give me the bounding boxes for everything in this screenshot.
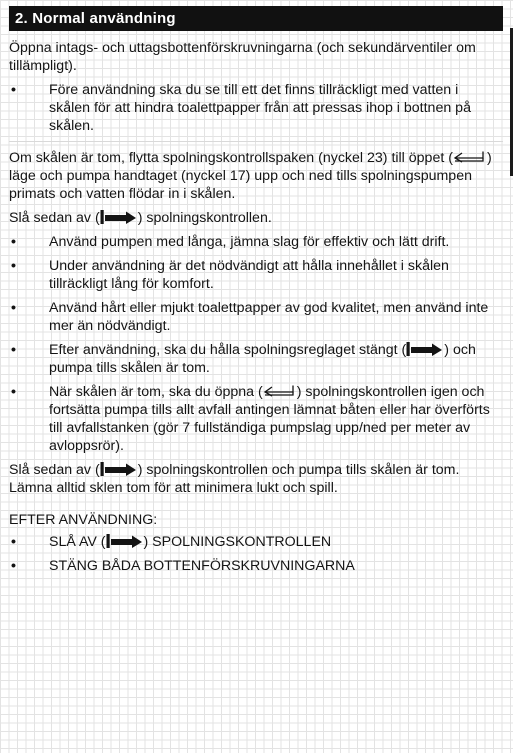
intro-paragraph: Öppna intags- och uttagsbottenförskruvningarna (och sekundärventiler om tillämpligt). xyxy=(9,40,476,74)
closed-lever-icon xyxy=(106,534,144,548)
switch-off-paragraph xyxy=(9,209,503,227)
text-run: När skålen är tom, ska du öppna ( xyxy=(49,384,263,400)
after-use-heading: EFTER ANVÄNDNING: xyxy=(9,512,158,528)
text-run: ) läge och pumpa handtaget (nyckel 17) upp och ned tills spolningspumpen primats och vatten flödar in i skålen. xyxy=(9,150,492,202)
list-item xyxy=(9,341,503,377)
open-lever-icon xyxy=(263,384,297,398)
list-item xyxy=(9,233,503,251)
closed-lever-icon xyxy=(100,210,138,224)
list-item xyxy=(9,257,503,293)
bullet-glyph: • xyxy=(11,558,16,574)
open-lever-icon xyxy=(453,150,487,164)
list-item xyxy=(9,299,503,335)
text-run: Efter användning, ska du hålla spolningsreglaget stängt ( xyxy=(49,342,407,358)
text-run: ) och pumpa tills skålen är tom. xyxy=(49,342,476,376)
text-run: Slå sedan av ( xyxy=(9,462,100,478)
closed-lever-icon xyxy=(406,342,444,356)
section-heading: 2. Normal användning xyxy=(9,6,503,31)
bullet-glyph: • xyxy=(11,300,16,316)
bullet-glyph: • xyxy=(11,384,16,400)
bullet-text xyxy=(49,383,503,455)
text-run: Slå sedan av ( xyxy=(9,210,100,226)
list-item xyxy=(9,557,503,575)
list-item xyxy=(9,533,503,551)
text-run: ) SPOLNINGSKONTROLLEN xyxy=(143,534,332,550)
divider xyxy=(9,141,503,142)
text-run: SLÅ AV ( xyxy=(49,534,106,550)
list-item xyxy=(9,383,503,455)
text-run: Om skålen är tom, flytta spolningskontrollspaken (nyckel 23) till öppet ( xyxy=(9,150,453,166)
bullet-text xyxy=(49,533,503,551)
list-item xyxy=(9,81,503,135)
bullet-glyph: • xyxy=(11,534,16,550)
bullet-text: STÄNG BÅDA BOTTENFÖRSKRUVNINGARNA xyxy=(49,558,355,574)
empty-bowl-paragraph xyxy=(9,461,503,497)
closed-lever-icon xyxy=(100,462,138,476)
bullet-text: Under användning är det nödvändigt att hålla innehållet i skålen tillräckligt lång för komfort. xyxy=(49,258,449,292)
bullet-text: Använd hårt eller mjukt toalettpapper av god kvalitet, men använd inte mer än nödvändigt. xyxy=(49,300,489,334)
text-run: ) spolningskontrollen och pumpa tills skålen är tom. Lämna alltid sklen tom för att minimera lukt och spill. xyxy=(9,462,460,496)
bullet-text: Använd pumpen med långa, jämna slag för effektiv och lätt drift. xyxy=(49,234,450,250)
primer-paragraph xyxy=(9,149,503,203)
text-run: ) spolningskontrollen. xyxy=(137,210,272,226)
bullet-text xyxy=(49,341,503,377)
bullet-glyph: • xyxy=(11,82,16,98)
bullet-text: Före användning ska du se till ett det finns tillräckligt med vatten i skålen för att hindra toalettpapper från att pressas ihop i bottnen på skålen. xyxy=(49,82,471,134)
bullet-glyph: • xyxy=(11,258,16,274)
bullet-glyph: • xyxy=(11,342,16,358)
bullet-glyph: • xyxy=(11,234,16,250)
text-run: ) spolningskontrollen igen och fortsätta pumpa tills allt avfall antingen lämnat båten eller har överförts till avfallstanken (gör 7 fullständiga pumpslag upp/ned per meter av avloppsrör). xyxy=(49,384,490,454)
